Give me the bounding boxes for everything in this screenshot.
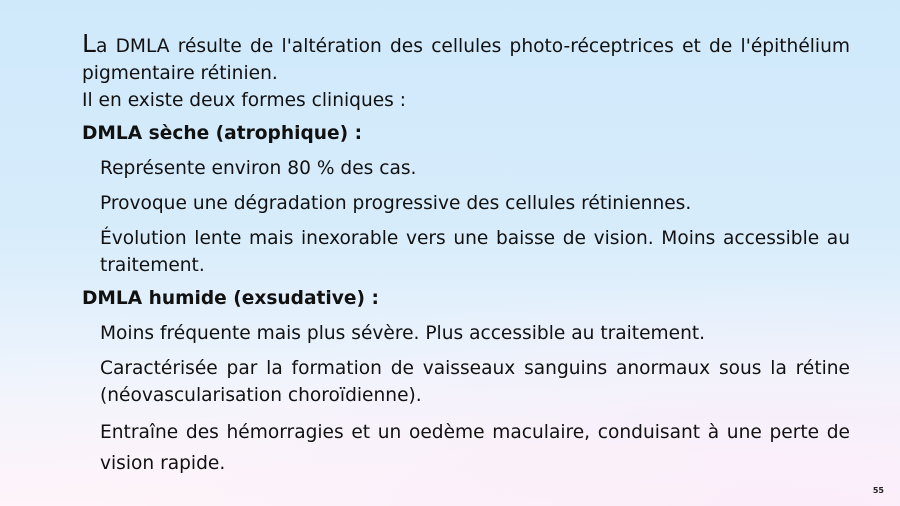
intro-paragraph [82,30,850,87]
list-item: Représente environ 80 % des cas. [100,158,417,179]
intro-text: a DMLA résulte de l'altération des cellules photo-réceptrices et de l'épithélium pigmentaire rétinien. [82,36,850,84]
page-number: 55 [872,486,884,495]
slide-content [82,30,850,479]
list-item: Évolution lente mais inexorable vers une baisse de vision. Moins accessible au traitement. [100,228,850,276]
list-item: Moins fréquente mais plus sévère. Plus accessible au traitement. [100,323,706,344]
forms-line: Il en existe deux formes cliniques : [82,90,407,111]
drop-cap: L [82,29,96,58]
list-item: Caractérisée par la formation de vaisseaux sanguins anormaux sous la rétine (néovascularisation choroïdienne). [100,358,850,406]
wet-amd-list [82,320,850,479]
heading-dry-amd: DMLA sèche (atrophique) : [82,123,363,144]
dry-amd-list [82,155,850,279]
heading-wet-amd: DMLA humide (exsudative) : [82,288,379,309]
list-item: Entraîne des hémorragies et un oedème maculaire, conduisant à une perte de vision rapide. [100,422,850,474]
list-item: Provoque une dégradation progressive des cellules rétiniennes. [100,193,692,214]
